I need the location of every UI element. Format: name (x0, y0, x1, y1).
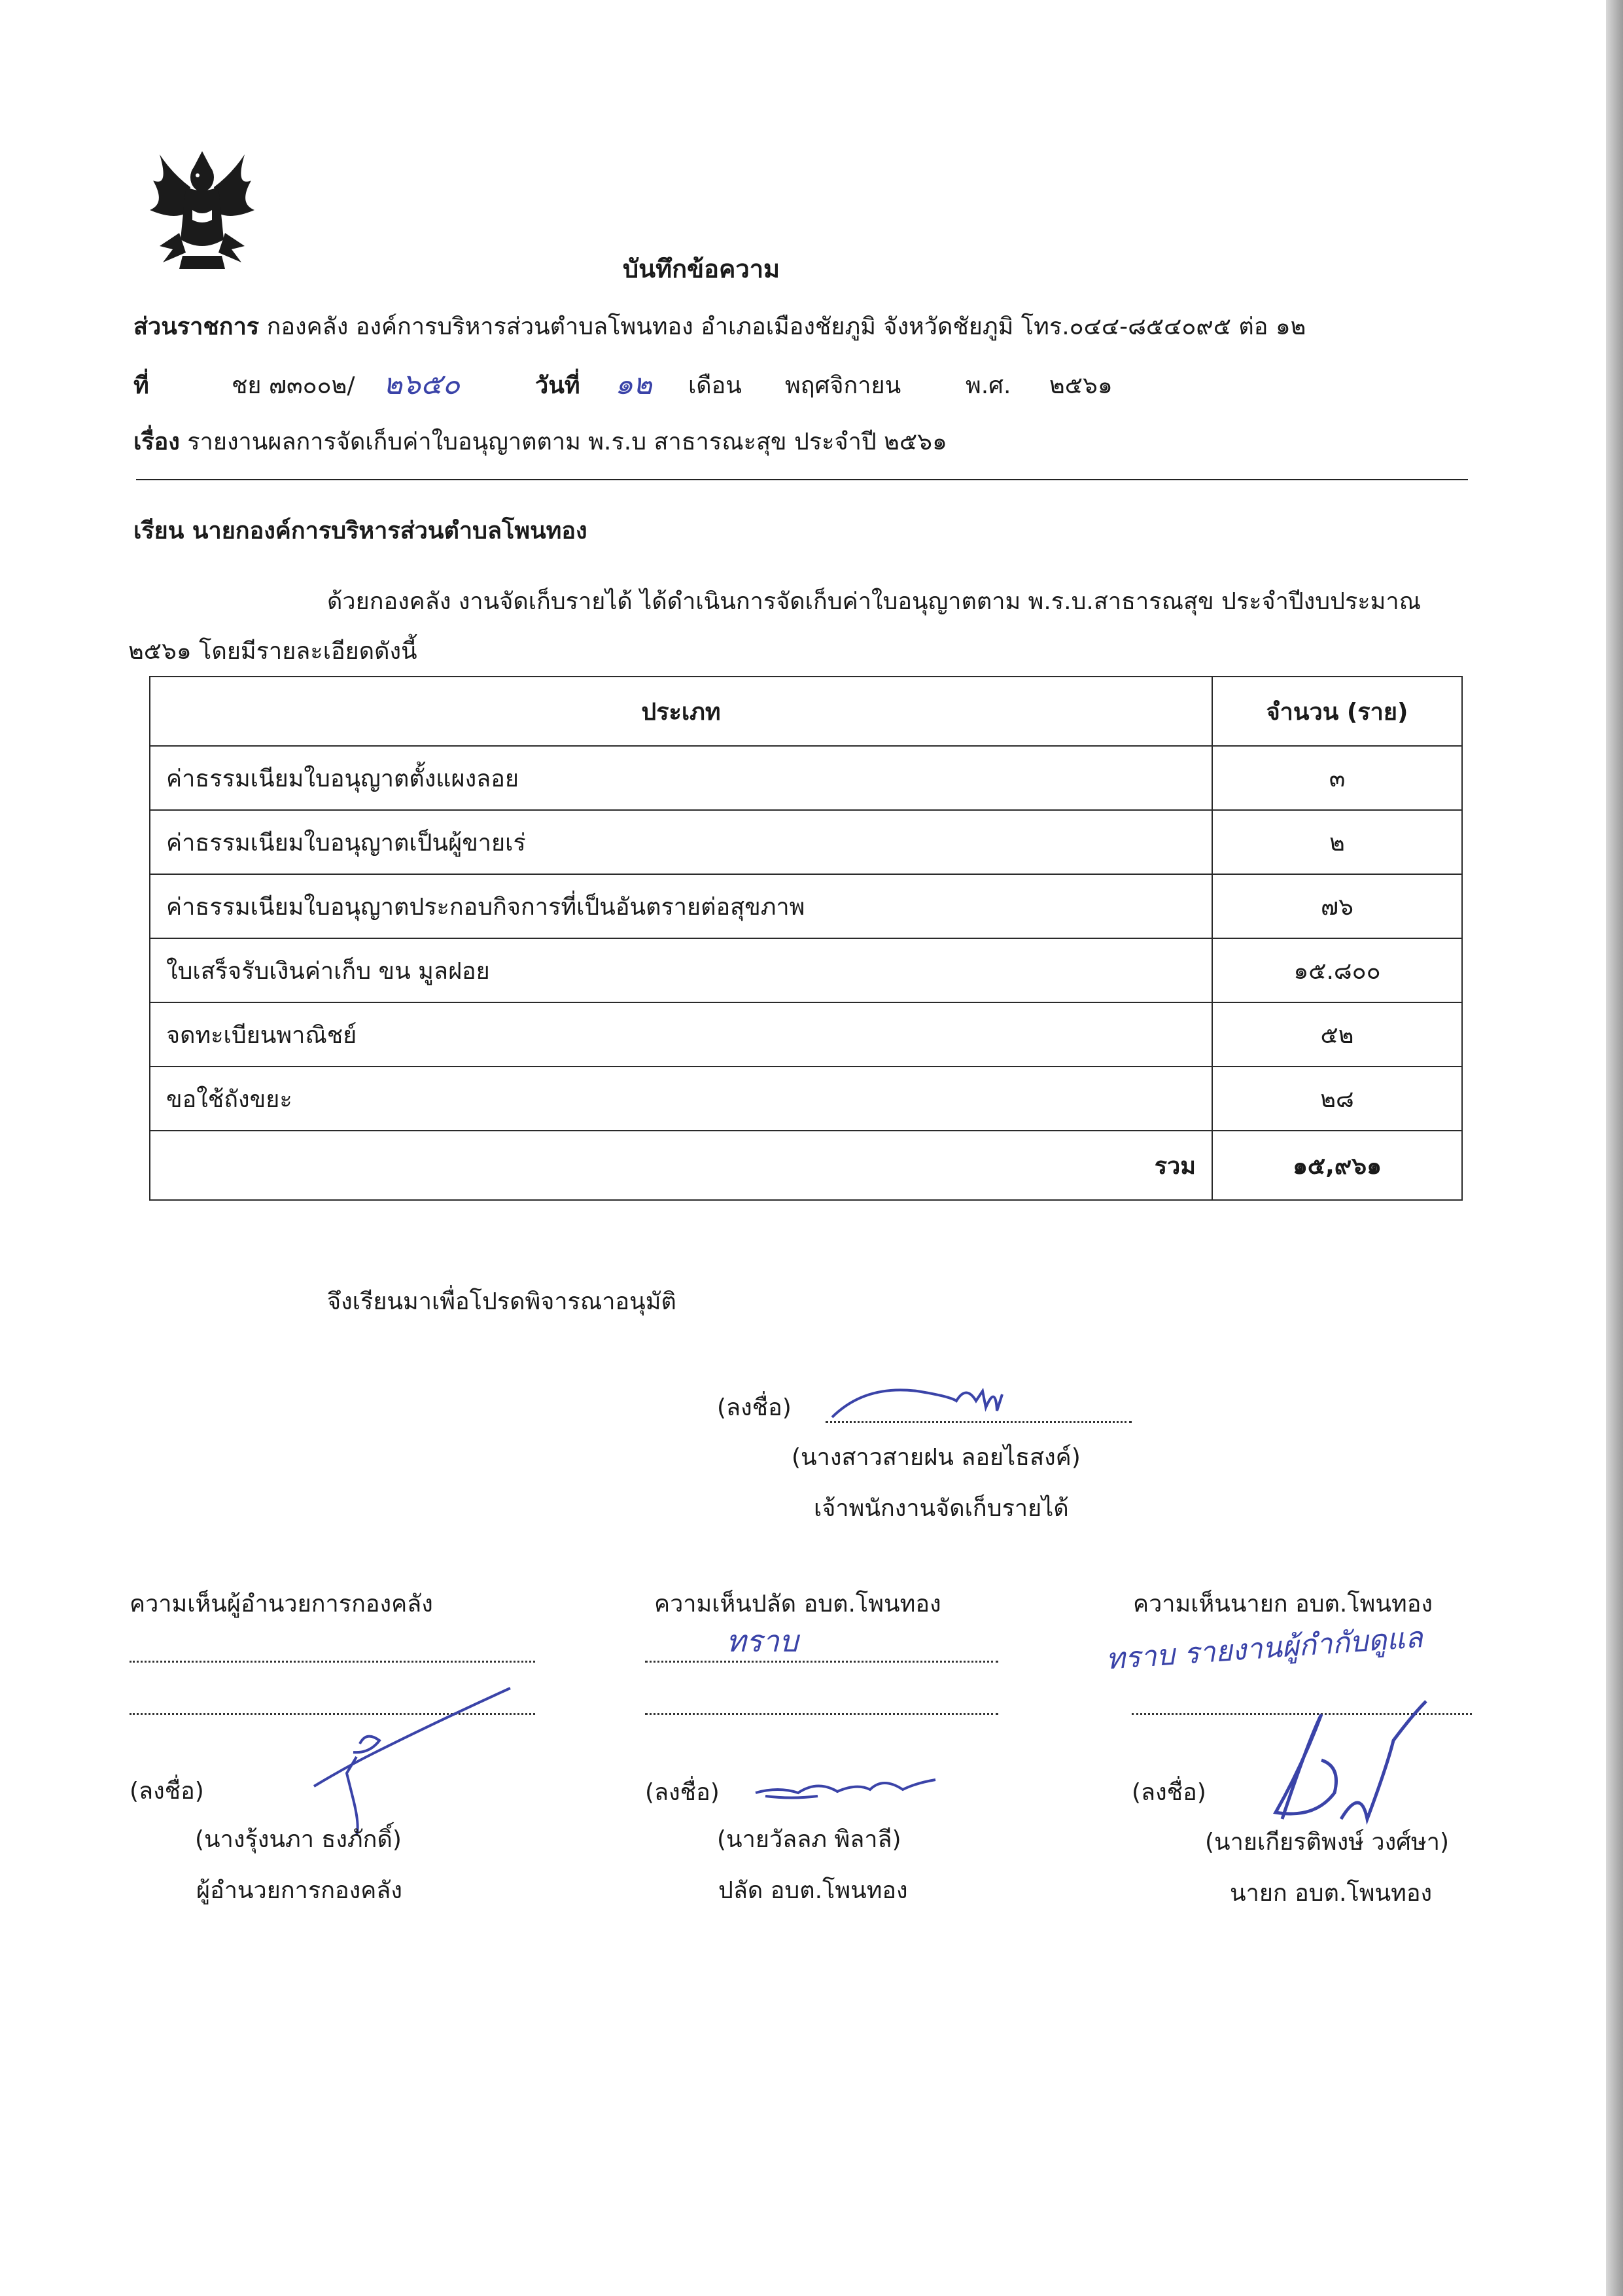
table-row (150, 938, 1462, 1002)
subject-line (133, 423, 947, 460)
row-name: ขอใช้ถังขยะ (150, 1067, 1212, 1131)
opinion-palat-line-2 (645, 1713, 998, 1715)
date-day-handwritten: ๑๒ (615, 368, 652, 401)
month-value: พฤศจิกายน (785, 372, 901, 399)
table-row (150, 810, 1462, 874)
row-qty: ๒๘ (1212, 1067, 1462, 1131)
table-total-row (150, 1131, 1462, 1200)
opinion-palat-handwritten: ทราบ (726, 1623, 799, 1659)
ref-label: ที่ (133, 372, 149, 399)
garuda-emblem-icon (133, 148, 271, 279)
total-value: ๑๕,๙๖๑ (1212, 1131, 1462, 1200)
memo-title: บันทึกข้อความ (623, 255, 780, 283)
agency-text: กองคลัง องค์การบริหารส่วนตำบลโพนทอง อำเภอเมืองชัยภูมิ จังหวัดชัยภูมิ โทร.๐๔๔-๘๕๔๐๙๕ ต่อ ๑๒ (266, 313, 1306, 340)
opinion-finance-heading: ความเห็นผู้อำนวยการกองคลัง (130, 1591, 433, 1617)
opinion-palat-sign-label: (ลงชื่อ) (645, 1779, 720, 1806)
table-row (150, 1067, 1462, 1131)
row-name: ใบเสร็จรับเงินค่าเก็บ ขน มูลฝอย (150, 938, 1212, 1002)
row-name: ค่าธรรมเนียมใบอนุญาตประกอบกิจการที่เป็นอันตรายต่อสุขภาพ (150, 874, 1212, 938)
row-qty: ๓ (1212, 746, 1462, 810)
closing-text: จึงเรียนมาเพื่อโปรดพิจารณาอนุมัติ (327, 1288, 676, 1315)
row-name: ค่าธรรมเนียมใบอนุญาตเป็นผู้ขายเร่ (150, 810, 1212, 874)
opinion-finance-line-1 (130, 1661, 535, 1663)
main-sign-label: (ลงชื่อ) (717, 1394, 792, 1421)
opinion-mayor-heading: ความเห็นนายก อบต.โพนทอง (1133, 1591, 1433, 1617)
opinion-finance-name: (นางรุ้งนภา ธงภักดิ์) (195, 1826, 402, 1853)
subject-label: เรื่อง (133, 429, 180, 455)
header-divider (136, 479, 1468, 480)
ref-number-handwritten: ๒๖๕๐ (383, 368, 461, 401)
opinion-mayor-sign-label: (ลงชื่อ) (1132, 1779, 1206, 1806)
body-line-1: ด้วยกองคลัง งานจัดเก็บรายได้ ได้ดำเนินการจัดเก็บค่าใบอนุญาตตาม พ.ร.บ.สาธารณสุข ประจำปีงบประมาณ (327, 588, 1421, 615)
date-label: วันที่ (535, 372, 580, 399)
to-text: นายกองค์การบริหารส่วนตำบลโพนทอง (192, 518, 587, 544)
row-name: จดทะเบียนพาณิชย์ (150, 1002, 1212, 1067)
column-header-type: ประเภท (150, 677, 1212, 746)
main-signature-icon (826, 1371, 1061, 1430)
opinion-mayor-name: (นายเกียรติพงษ์ วงศ์ษา) (1205, 1829, 1449, 1856)
salutation (133, 512, 587, 549)
fee-table (149, 676, 1463, 1201)
agency-label: ส่วนราชการ (133, 313, 260, 340)
opinion-finance-position: ผู้อำนวยการกองคลัง (196, 1877, 402, 1904)
row-qty: ๕๒ (1212, 1002, 1462, 1067)
opinion-palat-heading: ความเห็นปลัด อบต.โพนทอง (654, 1591, 941, 1617)
finance-director-signature-icon (307, 1682, 523, 1839)
year-label: พ.ศ. (966, 372, 1011, 399)
to-label: เรียน (133, 518, 184, 544)
total-label: รวม (150, 1131, 1212, 1200)
scan-edge (1606, 0, 1623, 2296)
row-qty: ๒ (1212, 810, 1462, 874)
opinion-mayor-position: นายก อบต.โพนทอง (1230, 1880, 1433, 1907)
row-qty: ๑๕.๘๐๐ (1212, 938, 1462, 1002)
month-label: เดือน (688, 372, 742, 399)
opinion-palat-position: ปลัด อบต.โพนทอง (718, 1877, 908, 1904)
year-value: ๒๕๖๑ (1049, 372, 1113, 399)
subject-text: รายงานผลการจัดเก็บค่าใบอนุญาตตาม พ.ร.บ สาธารณะสุข ประจำปี ๒๕๖๑ (187, 429, 947, 455)
row-name: ค่าธรรมเนียมใบอนุญาตตั้งแผงลอย (150, 746, 1212, 810)
agency-line (133, 308, 1306, 345)
table-row (150, 746, 1462, 810)
row-qty: ๗๖ (1212, 874, 1462, 938)
palat-signature-icon (752, 1767, 942, 1812)
body-line-2: ๒๕๖๑ โดยมีรายละเอียดดังนี้ (128, 638, 417, 665)
table-row (150, 1002, 1462, 1067)
mayor-signature-icon (1263, 1688, 1433, 1832)
table-header-row (150, 677, 1462, 746)
opinion-palat-line-1 (645, 1661, 998, 1663)
opinion-finance-sign-label: (ลงชื่อ) (130, 1778, 204, 1805)
opinion-palat-name: (นายวัลลภ พิลาลี) (717, 1826, 901, 1853)
ref-prefix: ชย ๗๓๐๐๒/ (232, 372, 355, 399)
main-sign-name: (นางสาวสายฝน ลอยไธสงค์) (792, 1444, 1081, 1471)
column-header-qty: จำนวน (ราย) (1212, 677, 1462, 746)
main-sign-position: เจ้าพนักงานจัดเก็บรายได้ (814, 1495, 1069, 1522)
table-row (150, 874, 1462, 938)
opinion-mayor-handwritten: ทราบ รายงานผู้กำกับดูแล (1104, 1621, 1424, 1676)
